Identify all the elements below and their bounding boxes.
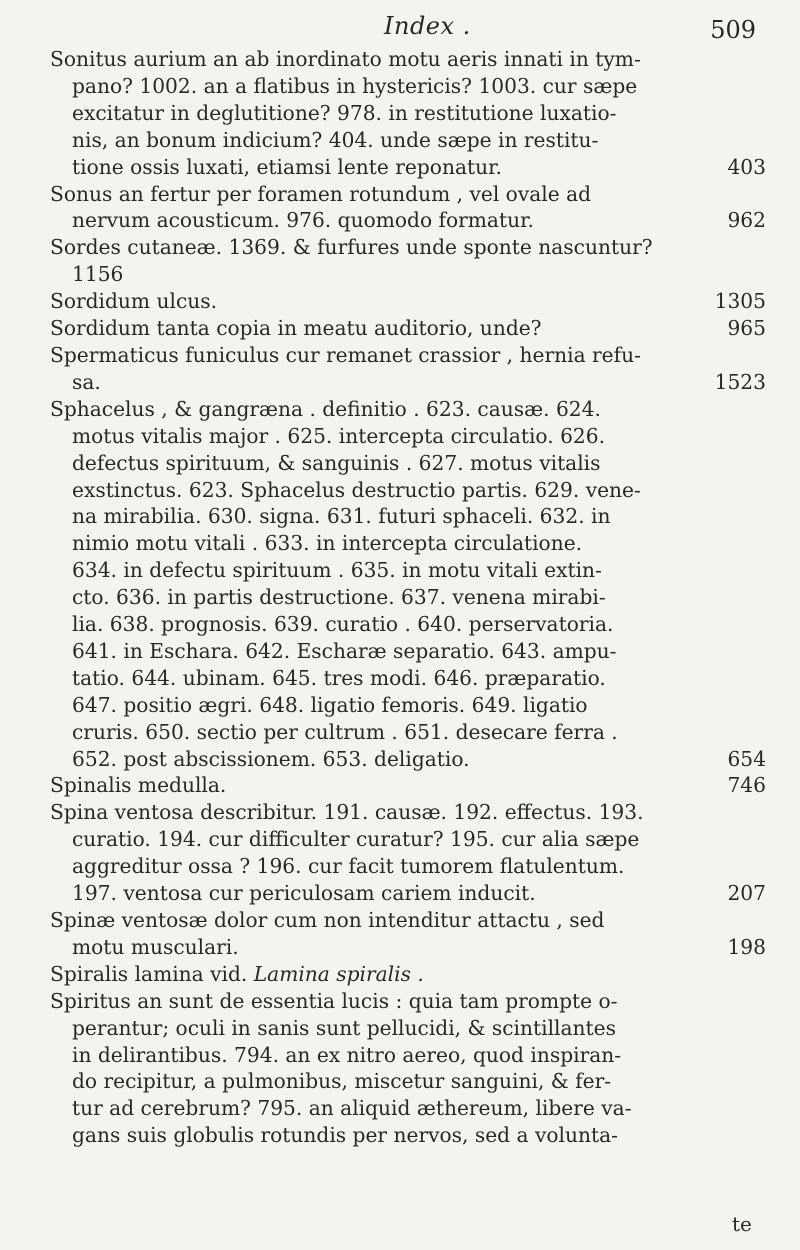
index-line [50, 73, 766, 100]
index-line-text: Sonitus aurium an ab inordinato motu aeris innati in tym- [50, 47, 641, 71]
index-line-text: motu musculari. [72, 934, 239, 959]
index-line-text: exstinctus. 623. Sphacelus destructio partis. 629. vene- [72, 477, 641, 502]
index-line [50, 396, 766, 423]
index-line-text: in delirantibus. 794. an ex nitro aereo, quod inspiran- [72, 1042, 622, 1067]
index-line-text: 647. positio ægri. 648. ligatio femoris. 649. ligatio [72, 692, 588, 717]
index-line [50, 1015, 766, 1042]
page-reference: 962 [727, 208, 766, 233]
index-line-text: tur ad cerebrum? 795. an aliquid æthereum, libere va- [72, 1096, 632, 1121]
index-line [50, 961, 766, 988]
index-line-text: 197. ventosa cur periculosam cariem inducit. [72, 881, 536, 906]
index-line-text: perantur; oculi in sanis sunt pellucidi, & scintillantes [72, 1015, 616, 1040]
index-line-text: defectus spirituum, & sanguinis . 627. motus vitalis [72, 450, 601, 475]
index-line-text: nimio motu vitali . 633. in intercepta circulatione. [72, 531, 583, 556]
index-line [50, 1095, 766, 1122]
index-line-text: Spiritus an sunt de essentia lucis : quia tam prompte o- [50, 988, 618, 1013]
page-reference: 654 [727, 746, 766, 771]
index-line [50, 342, 766, 369]
index-line-text: Sordidum ulcus. [50, 289, 218, 314]
index-line-text: tatio. 644. ubinam. 645. tres modi. 646. præparatio. [72, 665, 606, 690]
index-line-text: cto. 636. in partis destructione. 637. venena mirabi- [72, 585, 606, 610]
index-line [50, 799, 766, 826]
index-line [50, 934, 766, 961]
index-line [50, 154, 766, 181]
page-reference: 1305 [714, 289, 766, 314]
index-line-text: 634. in defectu spirituum . 635. in motu vitali extin- [72, 558, 602, 583]
index-line-text: pano? 1002. an a flatibus in hystericis? 1003. cur sæpe [72, 73, 638, 98]
page-number: 509 [710, 16, 756, 44]
catchword: te [732, 1212, 752, 1236]
index-line [50, 450, 766, 477]
index-line-text: curatio. 194. cur difficulter curatur? 195. cur alia sæpe [72, 827, 640, 852]
index-line-text: Spiralis lamina vid. [50, 961, 254, 986]
index-line [50, 880, 766, 907]
index-line [50, 719, 766, 746]
index-line [50, 100, 766, 127]
index-line [50, 423, 766, 450]
index-line [50, 1042, 766, 1069]
index-line-text: nervum acousticum. 976. quomodo formatur. [72, 208, 534, 233]
index-line-text: sa. [72, 369, 101, 394]
index-line-text: motus vitalis major . 625. intercepta circulatio. 626. [72, 423, 606, 448]
index-line [50, 746, 766, 773]
index-line [50, 665, 766, 692]
index-line-text: Sordes cutaneæ. 1369. & furfures unde sponte nascuntur? [50, 235, 653, 260]
page-reference: 965 [727, 316, 766, 341]
index-line [50, 288, 766, 315]
index-line [50, 826, 766, 853]
index-line [50, 907, 766, 934]
index-line-text: 1156 [72, 262, 124, 287]
index-line-text: 641. in Eschara. 642. Escharæ separatio. 643. ampu- [72, 638, 617, 663]
index-line-text: na mirabilia. 630. signa. 631. futuri sphaceli. 632. in [72, 504, 611, 529]
index-line [50, 46, 766, 73]
index-line [50, 1068, 766, 1095]
index-line-text: do recipitur, a pulmonibus, miscetur sanguini, & fer- [72, 1069, 612, 1094]
index-line [50, 638, 766, 665]
index-line-text: Sphacelus , & gangræna . definitio . 623. causæ. 624. [50, 396, 601, 421]
index-line [50, 611, 766, 638]
index-line [50, 772, 766, 799]
index-line [50, 988, 766, 1015]
page-reference: 403 [727, 154, 766, 179]
index-line-text: Sordidum tanta copia in meatu auditorio, unde? [50, 316, 542, 341]
index-line-text: Spinæ ventosæ dolor cum non intenditur attactu , sed [50, 908, 605, 932]
page-reference: 207 [727, 881, 766, 906]
page-reference: 1523 [714, 369, 766, 394]
index-body [50, 46, 766, 1149]
index-line [50, 207, 766, 234]
header-title: Index . [384, 12, 471, 40]
index-line [50, 557, 766, 584]
index-line-text: Spina ventosa describitur. 191. causæ. 192. effectus. 193. [50, 800, 644, 825]
index-line-text: aggreditur ossa ? 196. cur facit tumorem flatulentum. [72, 854, 625, 879]
page-reference: 746 [727, 773, 766, 798]
index-line [50, 584, 766, 611]
running-header [0, 12, 800, 46]
page-reference: 198 [727, 934, 766, 959]
index-line [50, 315, 766, 342]
index-line-text: 652. post abscissionem. 653. deligatio. [72, 746, 470, 771]
index-line-text: cruris. 650. sectio per cultrum . 651. desecare ferra . [72, 719, 618, 744]
index-line [50, 234, 766, 261]
index-line-text: Sonus an fertur per foramen rotundum , vel ovale ad [50, 181, 592, 206]
index-line [50, 1122, 766, 1149]
index-line [50, 477, 766, 504]
index-line-text: Spermaticus funiculus cur remanet crassior , hernia refu- [50, 342, 641, 367]
index-line-text: lia. 638. prognosis. 639. curatio . 640. perservatoria. [72, 612, 614, 637]
index-line [50, 503, 766, 530]
index-line-text: nis, an bonum indicium? 404. unde sæpe in restitu- [72, 127, 599, 152]
index-line [50, 692, 766, 719]
cross-reference: Lamina spiralis . [253, 961, 424, 986]
index-line [50, 181, 766, 208]
index-line [50, 853, 766, 880]
index-line-text: gans suis globulis rotundis per nervos, sed a volunta- [72, 1123, 618, 1148]
index-line-text: excitatur in deglutitione? 978. in restitutione luxatio- [72, 100, 617, 125]
index-line [50, 369, 766, 396]
index-line [50, 530, 766, 557]
index-line-text: tione ossis luxati, etiamsi lente reponatur. [72, 154, 502, 179]
index-line [50, 127, 766, 154]
index-line [50, 261, 766, 288]
index-line-text: Spinalis medulla. [50, 773, 227, 798]
